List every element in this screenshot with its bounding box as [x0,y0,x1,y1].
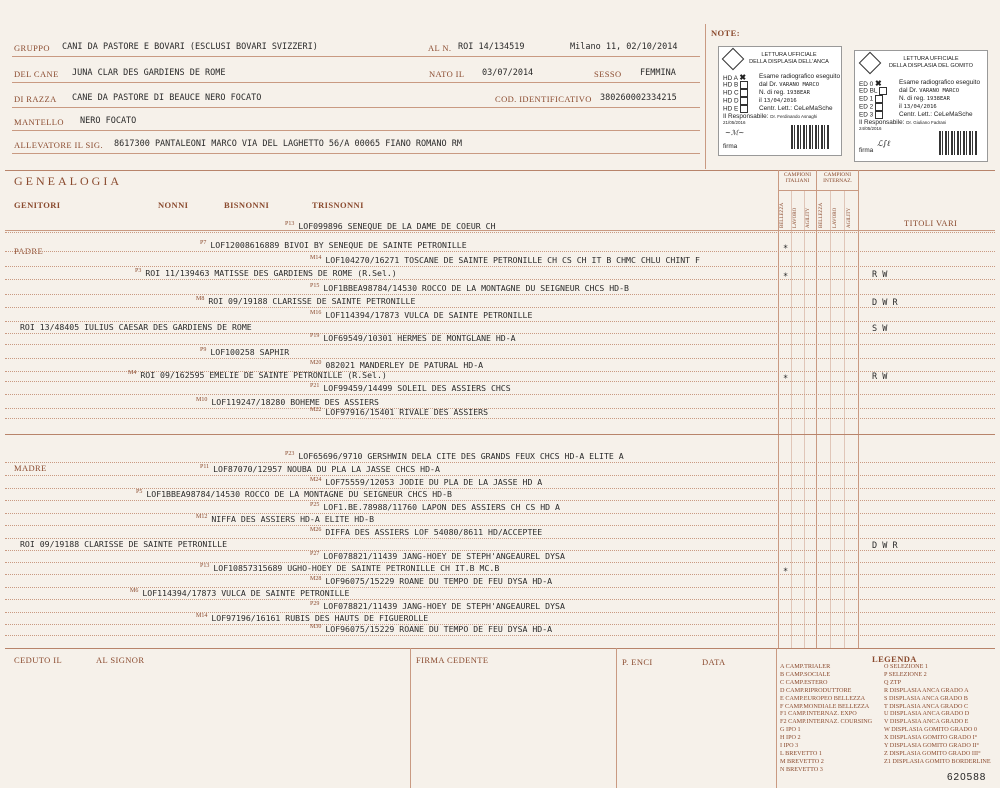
pedigree-position: M6 [130,588,139,595]
titoli-value: D W R [872,541,898,551]
firma-cedente-label: FIRMA CEDENTE [416,655,489,665]
pedigree-row [310,383,511,393]
pedigree-position: M8 [196,296,205,303]
row-divider [5,525,995,526]
hd-signature: ~ℳ~ [725,129,745,137]
pedigree-row [310,407,488,417]
pedigree-entry: LOF99459/14499 SOLEIL DES ASSIERS CHCS [323,383,511,393]
razza-label: DI RAZZA [14,94,57,104]
legend-item: F CAMP.MONDIALE BELLEZZA [780,702,870,710]
pedigree-entry: LOF97196/16161 RUBIS DES HAUTS DE FIGUEROLLE [211,613,429,623]
al-n-value: ROI 14/134519 [458,42,525,52]
ed-opt-3-label: ED 3 [859,111,874,119]
hd-date: 13/04/2016 [763,98,797,104]
hd-opt-d-label: HD D [723,97,739,105]
pedigree-row [310,477,542,487]
hd-opt-c-label: HD C [723,89,739,97]
pedigree-row [130,588,349,598]
pedigree-position: M4 [128,370,137,377]
legend-item: F1 CAMP.INTERNAZ. EXPO [780,710,857,718]
legend-item: R DISPLASIA ANCA GRADO A [884,686,969,694]
ed-line1: Esame radiografico eseguito [899,79,980,86]
sub-col-2: LAVORO [793,207,798,228]
pedigree-row [20,322,252,332]
pedigree-entry: LOF114394/17873 VULCA DE SAINTE PETRONILLE [142,588,350,598]
pedigree-row [20,539,227,549]
row-divider [5,294,995,295]
pedigree-row [310,527,542,537]
pedigree-position: M12 [196,514,208,521]
titoli-vari-header: TITOLI VARI [904,218,958,228]
note-label: NOTE: [711,28,740,38]
pedigree-row [136,489,452,499]
hd-qr-code-icon [791,125,829,149]
row-divider [5,462,995,463]
pedigree-position: M28 [310,576,322,583]
hd-resp [723,113,817,120]
hd-doctor: VARANO MARCO [779,82,820,88]
pedigree-row [310,601,565,611]
pedigree-position: M30 [310,624,322,631]
row-divider [5,381,995,382]
pedigree-position: P29 [310,601,320,608]
hd-opt-e-box [740,105,748,113]
hd-opt-b-box [740,81,748,89]
pedigree-entry: LOF1BBEA98784/14530 ROCCO DE LA MONTAGNE DU SEIGNEUR CHCS HD-B [323,283,629,293]
hd-line4 [759,97,797,104]
hd-opt-e [723,105,750,113]
pedigree-position: M22 [310,407,322,414]
legend-item: D CAMP.RIPRODUTTORE [780,686,852,694]
hd-line4-label: il [759,97,762,104]
pedigree-position: P3 [135,268,142,275]
ed-opt-bl-label: ED BL [859,87,878,95]
pedigree-entry: ROI 09/162595 EMELIE DE SAINTE PETRONILLE (R.Sel.) [140,370,387,380]
row-divider [5,358,995,359]
titoli-value: R W [872,372,888,382]
hd-line2-label: dal Dr. [759,81,778,88]
legend-item: O SELEZIONE 1 [884,663,928,670]
pedigree-entry: LOF099896 SENEQUE DE LA DAME DE COEUR CH [298,221,496,231]
cod-label: COD. IDENTIFICATIVO [495,94,592,104]
pedigree-entry: LOF10857315689 UGHO-HOEY DE SAINTE PETRONILLE CH IT.B MC.B [213,563,500,573]
padre-label: PADRE [14,246,44,256]
ed-resp-label: Il Responsabile: [859,119,905,126]
sub-col-1: BELLEZZA [780,202,785,228]
ed-title [875,56,987,70]
hd-opt-c [723,89,750,97]
legend-item: T DISPLASIA ANCA GRADO C [884,702,969,710]
row-divider [5,562,995,563]
pedigree-position: P21 [310,383,320,390]
titoli-value: R W [872,270,888,280]
ed-title-1: LETTURA UFFICIALE [903,56,959,62]
row-divider [5,408,995,409]
hd-resp-label: Il Responsabile: [723,113,769,120]
legend-item: Y DISPLASIA GOMITO GRADO II° [884,742,979,749]
pedigree-row [200,240,467,250]
row-divider [5,475,995,476]
genealogia-title: GENEALOGIA [14,174,122,188]
cane-value: JUNA CLAR DES GARDIENS DE ROME [72,68,226,78]
ed-signature: ℒ∫ℓ [877,139,891,148]
sub-col-3: AGILITY [806,207,811,228]
al-n-label: AL N. [428,43,452,53]
pedigree-position: P23 [285,451,295,458]
row-divider [5,307,995,308]
titoli-value: S W [872,324,888,334]
hd-title-1: LETTURA UFFICIALE [761,52,817,58]
row-divider [5,513,995,514]
row-divider [5,266,995,267]
ed-reading-card [854,50,988,162]
ed-doctor: VARANO MARCO [919,88,960,94]
legend-item: F2 CAMP.INTERNAZ. COURSING [780,718,873,726]
pedigree-row [310,502,560,512]
pedigree-position: P19 [310,333,320,340]
pedigree-position: P11 [200,464,210,471]
hd-resp-name: Dr. Ferdinando Asnaghi [770,114,818,119]
pedigree-row [310,360,483,370]
pedigree-position: M14 [310,255,322,262]
pedigree-row [310,333,516,343]
pedigree-row [135,268,397,278]
ed-line4 [899,103,937,110]
pedigree-row [310,624,552,634]
ed-opt-1-label: ED 1 [859,95,874,103]
ed-line2 [899,87,959,94]
pedigree-row [200,563,499,573]
row-divider [5,251,995,252]
pedigree-position: P27 [310,551,320,558]
hd-line1: Esame radiografico eseguito [759,73,840,80]
pedigree-entry: LOF75559/12053 JODIE DU PLA DE LA JASSE HD A [325,477,543,487]
ed-opt-2 [859,103,885,111]
ed-opt-2-box [875,103,883,111]
col-nonni: NONNI [158,200,189,210]
legend-item: M BREVETTO 2 [780,757,824,765]
ed-opt-0-checked-icon: ✖ [875,79,882,88]
pedigree-position: P13 [200,563,210,570]
allevatore-label: ALLEVATORE IL SIG. [14,140,103,150]
pedigree-entry: LOF87070/12957 NOUBA DU PLA LA JASSE CHCS HD-A [213,464,440,474]
champion-mark: * [783,374,789,384]
pedigree-entry: ROI 13/48405 IULIUS CAESAR DES GARDIENS DE ROME [20,322,252,332]
pedigree-position: P7 [200,240,207,247]
row-divider [5,599,995,600]
hd-resp-date: 21/05/2016 [723,120,746,125]
ed-firma: firma [859,147,874,154]
pedigree-row [200,347,289,357]
legend-item: S DISPLASIA ANCA GRADO B [884,694,968,702]
ed-opt-3 [859,111,885,119]
mantello-label: MANTELLO [14,117,64,127]
pedigree-position: M24 [310,477,322,484]
nato-value: 03/07/2014 [482,68,534,78]
pedigree-entry: LOF96075/15229 ROANE DU TEMPO DE FEU DYSA HD-A [325,576,553,586]
pedigree-position: P15 [310,283,320,290]
pedigree-entry: LOF12008616889 BIVOI BY SENEQUE DE SAINTE PETRONILLE [210,240,467,250]
champion-mark: * [783,567,789,577]
hd-line3-label: N. di reg. [759,89,785,96]
madre-label: MADRE [14,463,47,473]
pedigree-entry: LOF104270/16271 TOSCANE DE SAINTE PETRONILLE CH CS CH IT B CHMC CHLU CHINT F [325,255,700,265]
sub-col-6: AGILITY [847,207,852,228]
serial-number: 620588 [947,772,987,783]
row-divider [5,394,995,395]
pedigree-entry: DIFFA DES ASSIERS LOF 54080/8611 HD/ACCEPTEE [325,527,543,537]
place-date: Milano 11, 02/10/2014 [570,42,678,52]
pedigree-row [196,397,379,407]
hd-title [737,52,841,66]
legend-item: P SELEZIONE 2 [884,670,927,678]
hd-reading-card [718,46,842,156]
ed-opt-0-label: ED 0 [859,81,874,88]
ed-date: 13/04/2016 [903,104,937,110]
pedigree-row [200,464,440,474]
legend-item: U DISPLASIA ANCA GRADO D [884,710,970,718]
ed-line2-label: dal Dr. [899,87,918,94]
hd-opt-a-checked-icon: ✖ [739,73,747,82]
al-signor-label: AL SIGNOR [96,655,145,665]
legend-item: H IPO 2 [780,734,801,742]
campioni-italiani-header: CAMPIONI ITALIANI [783,172,812,184]
legend-item: E CAMP.EUROPEO BELLEZZA [780,694,866,702]
legenda-title: LEGENDA [872,654,917,664]
pedigree-entry: LOF65696/9710 GERSHWIN DELA CITE DES GRANDS FEUX CHCS HD-A ELITE A [298,451,624,461]
pedigree-position: P25 [310,502,320,509]
pedigree-row [310,576,552,586]
ed-opt-bl-box [879,87,887,95]
pedigree-entry: LOF97916/15401 RIVALE DES ASSIERS [325,407,489,417]
row-divider [5,635,995,636]
hd-opt-e-label: HD E [723,105,739,113]
ed-opt-bl [859,87,889,95]
row-divider [5,574,995,575]
hd-opt-a-label: HD A [723,75,738,82]
hd-line5: Centr. Lett.: CeLeMaSche [759,105,833,112]
hd-opt-d-box [740,97,748,105]
pedigree-entry: ROI 09/19188 CLARISSE DE SAINTE PETRONILLE [208,296,416,306]
legend-item: G IPO 1 [780,726,801,734]
ed-line3 [899,95,950,102]
cod-value: 380260002334215 [600,93,677,103]
pedigree-row [285,451,624,461]
row-divider [5,612,995,613]
sub-col-5: LAVORO [833,207,838,228]
hd-title-2: DELLA DISPLASIA DELL'ANCA [749,59,829,65]
pedigree-entry: ROI 09/19188 CLARISSE DE SAINTE PETRONILLE [20,539,228,549]
pedigree-row [285,221,496,231]
champion-mark: * [783,244,789,254]
pedigree-position: M14 [196,613,208,620]
legend-item: L BREVETTO 1 [780,749,822,757]
gruppo-label: GRUPPO [14,43,50,53]
hd-line3 [759,89,810,96]
legend-item: W DISPLASIA GOMITO GRADO 0 [884,726,977,734]
pedigree-row [128,370,387,380]
legend-item: C CAMP.ESTERO [780,678,828,686]
ed-title-2: DELLA DISPLASIA DEL GOMITO [889,63,973,69]
mantello-value: NERO FOCATO [80,116,137,126]
row-divider [5,279,995,280]
nato-label: NATO IL [429,69,465,79]
ed-opt-1-box [875,95,883,103]
col-bisnonni: BISNONNI [224,200,270,210]
p-enci-label: P. ENCI [622,657,653,667]
pedigree-entry: LOF119247/18280 BOHEME DES ASSIERS [211,397,379,407]
hd-line2 [759,81,819,88]
legend-item: Q ZTP [884,678,902,686]
hd-opt-b-label: HD B [723,81,739,89]
legend-item: X DISPLASIA GOMITO GRADO I° [884,734,978,742]
sesso-value: FEMMINA [640,68,676,78]
ed-opt-3-box [875,111,883,119]
gruppo-value: CANI DA PASTORE E BOVARI (ESCLUSI BOVARI SVIZZERI) [62,42,318,52]
row-divider [5,500,995,501]
legend-item: B CAMP.SOCIALE [780,670,831,678]
hd-opt-b [723,81,750,89]
ed-line5: Centr. Lett.: CeLeMaSche [899,111,973,118]
pedigree-entry: LOF078821/11439 JANG-HOEY DE STEPH'ANGEAUREL DYSA [323,551,565,561]
pedigree-position: P13 [285,221,295,228]
hd-reg: 1938EAR [786,90,810,96]
ed-line4-label: il [899,103,902,110]
pedigree-row [310,310,532,320]
pedigree-row [310,255,700,265]
row-divider [5,344,995,345]
row-divider [5,232,995,233]
pedigree-entry: ROI 11/139463 MATISSE DES GARDIENS DE ROME (R.Sel.) [145,268,397,278]
ed-opt-2-label: ED 2 [859,103,874,111]
cane-label: DEL CANE [14,69,59,79]
pedigree-entry: LOF114394/17873 VULCA DE SAINTE PETRONILLE [325,310,533,320]
razza-value: CANE DA PASTORE DI BEAUCE NERO FOCATO [72,93,262,103]
legend-item: A CAMP.TRIALER [780,663,831,670]
legend-item: N BREVETTO 3 [780,765,823,773]
ed-line3-label: N. di reg. [899,95,925,102]
ceduto-label: CEDUTO IL [14,655,63,665]
titoli-value: D W R [872,298,898,308]
pedigree-row [310,283,629,293]
allevatore-value: 8617300 PANTALEONI MARCO VIA DEL LAGHETTO 56/A 00065 FIANO ROMANO RM [114,139,462,149]
pedigree-position: P5 [136,489,143,496]
pedigree-row [196,613,428,623]
pedigree-entry: LOF078821/11439 JANG-HOEY DE STEPH'ANGEAUREL DYSA [323,601,565,611]
legend-item: I IPO 3 [780,742,799,749]
sesso-label: SESSO [594,69,622,79]
pedigree-entry: LOF1.BE.78988/11760 LAPON DES ASSIERS CH CS HD A [323,502,560,512]
ed-opt-1 [859,95,885,103]
ed-qr-code-icon [939,131,977,155]
pedigree-row [310,551,565,561]
pedigree-row [196,514,374,524]
pedigree-entry: 082021 MANDERLEY DE PATURAL HD-A [325,360,484,370]
champion-mark: * [783,272,789,282]
pedigree-position: M20 [310,360,322,367]
pedigree-entry: LOF100258 SAPHIR [210,347,290,357]
pedigree-entry: NIFFA DES ASSIERS HD-A ELITE HD-B [211,514,375,524]
ed-reg: 1938EAR [926,96,950,102]
pedigree-entry: LOF69549/10301 HERMES DE MONTGLANE HD-A [323,333,516,343]
legend-item: V DISPLASIA ANCA GRADO E [884,718,969,726]
hd-firma: firma [723,143,738,150]
sub-col-4: BELLEZZA [819,202,824,228]
legend-item: Z1 DISPLASIA GOMITO BORDERLINE [884,757,991,765]
ed-resp-date: 24/05/2016 [859,126,882,131]
pedigree-position: M26 [310,527,322,534]
pedigree-position: M16 [310,310,322,317]
pedigree-row [196,296,415,306]
pedigree-entry: LOF1BBEA98784/14530 ROCCO DE LA MONTAGNE DU SEIGNEUR CHCS HD-B [146,489,452,499]
col-genitori: GENITORI [14,200,61,210]
row-divider [5,418,995,419]
ed-resp-name: Dr. Giuliano Fadrani [906,120,947,125]
pedigree-entry: LOF96075/15229 ROANE DU TEMPO DE FEU DYSA HD-A [325,624,553,634]
campioni-internaz-header: CAMPIONI INTERNAZ. [823,172,852,184]
data-label: DATA [702,657,726,667]
col-trisnonni: TRISNONNI [312,200,364,210]
pedigree-position: M10 [196,397,208,404]
hd-opt-c-box [740,89,748,97]
pedigree-position: P9 [200,347,207,354]
ed-resp [859,119,946,126]
hd-opt-d [723,97,750,105]
legend-item: Z DISPLASIA GOMITO GRADO III° [884,749,981,757]
